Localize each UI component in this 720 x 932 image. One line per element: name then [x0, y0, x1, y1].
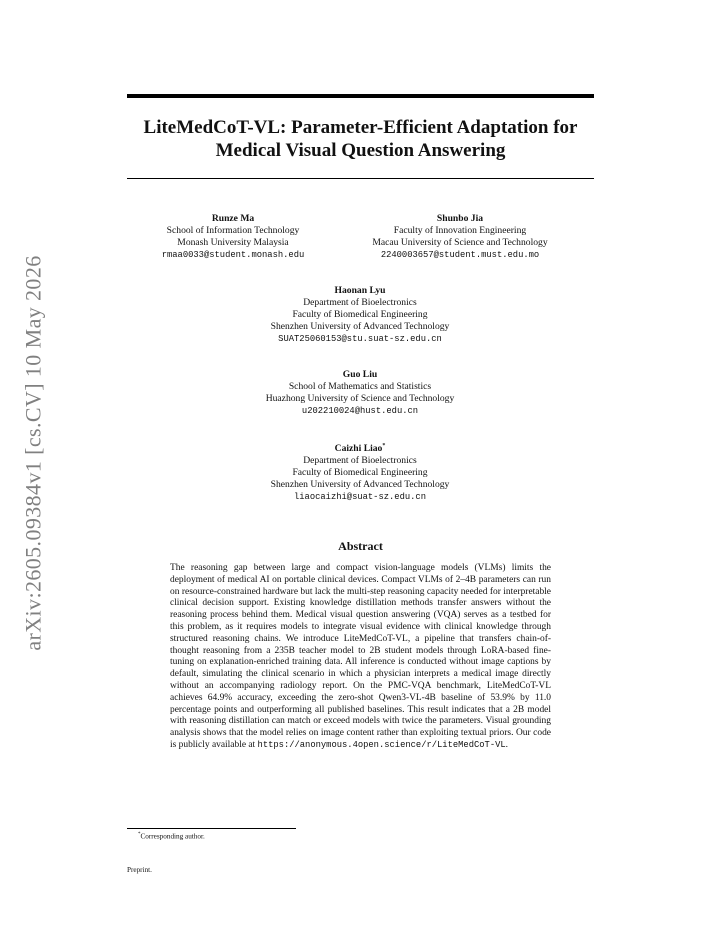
abstract-body: The reasoning gap between large and compact vision-language models (VLMs) limits the deployment of medical AI on portable clinical devices. Compact VLMs of 2–4B parameters can run on resource-constrained hardware but lack the multi-step reasoning capacity needed for interpretable clinical decision support. Existing knowledge distillation methods transfer answers without the reasoning process behind them. Medical visual question answering (VQA) serves as a testbed for this problem, as it requires models to integrate visual evidence with clinical knowledge through structured reasoning chains. We introduce LiteMedCoT-VL, a pipeline that transfers chain-of-thought reasoning from a 235B teacher model to 2B student models through LoRA-based fine-tuning on explanation-enriched training data. All inference is conducted without image captions by default, simulating the clinical scenario in which a physician interprets a medical image directly without an accompanying radiology report. On the PMC-VQA benchmark, LiteMedCoT-VL achieves 64.9% accuracy, exceeding the zero-shot Qwen3-VL-4B baseline of 53.9% by 11.0 percentage points and outperforming all published baselines. This result indicates that a 2B model with reasoning distillation can match or exceed models with twice the parameters. Visual grounding analysis shows that the model relies on image content rather than exploiting textual priors. Our code is publicly available at https://anonymous.4open.science/r/LiteMedCoT-VL.	[170, 563, 551, 750]
code-link[interactable]: https://anonymous.4open.science/r/LiteMedCoT-VL	[257, 739, 506, 750]
author-affiliation: Shenzhen University of Advanced Technology	[270, 321, 450, 332]
author-affiliation: Monash University Malaysia	[177, 237, 289, 248]
author-email[interactable]: SUAT25060153@stu.suat-sz.edu.cn	[278, 334, 442, 344]
author-affiliation: Department of Bioelectronics	[303, 455, 417, 467]
footnote-text: Corresponding author.	[140, 832, 205, 841]
title-bottom-rule	[127, 178, 594, 179]
abstract-text: The reasoning gap between large and compact vision-language models (VLMs) limits the deployment of medical AI on portable clinical devices. Compact VLMs of 2–4B parameters can run on resource-constrained hardware but lack the multi-step reasoning capacity needed for interpretable clinical decision support. Existing knowledge distillation methods transfer answers without the reasoning process behind them. Medical visual question answering (VQA) serves as a testbed for this problem, as it requires models to integrate visual evidence with clinical knowledge through structured reasoning chains. We introduce LiteMedCoT-VL, a pipeline that transfers chain-of-thought reasoning from a 235B teacher model to 2B student models through LoRA-based fine-tuning on explanation-enriched training data. All inference is conducted without image captions by default, simulating the clinical scenario in which a physician interprets a medical image directly without an accompanying radiology report. On the PMC-VQA benchmark, LiteMedCoT-VL achieves 64.9% accuracy, exceeding the zero-shot Qwen3-VL-4B baseline of 53.9% by 11.0 percentage points and outperforming all published baselines. This result indicates that a 2B model with reasoning distillation can match or exceed models with twice the parameters. Visual grounding analysis shows that the model relies on image content rather than exploiting textual priors. Our code is publicly available at	[170, 563, 551, 750]
footnote-rule	[127, 828, 296, 829]
footnote-mark: *	[138, 832, 141, 837]
author-name: Caizhi Liao*	[334, 443, 386, 455]
author-name: Guo Liu	[342, 369, 378, 380]
author-affiliation: School of Information Technology	[166, 225, 300, 236]
author-name: Shunbo Jia	[436, 213, 484, 224]
preprint-label: Preprint.	[127, 866, 152, 874]
author-email[interactable]: rmaa0033@student.monash.edu	[161, 250, 305, 260]
author-block	[210, 285, 510, 345]
author-affiliation: Macau University of Science and Technology	[372, 237, 548, 248]
author-name: Runze Ma	[211, 213, 255, 224]
author-affiliation: Shenzhen University of Advanced Technology	[270, 479, 450, 491]
footnote	[138, 832, 205, 840]
title-line-2: Medical Visual Question Answering	[215, 140, 506, 161]
arxiv-stamp	[20, 255, 48, 651]
author-affiliation: Faculty of Innovation Engineering	[393, 225, 527, 236]
author-block	[210, 440, 510, 503]
author-affiliation: Department of Bioelectronics	[303, 297, 417, 308]
author-block	[210, 369, 510, 417]
author-email[interactable]: liaocaizhi@suat-sz.edu.cn	[294, 492, 426, 503]
paper-title	[127, 116, 594, 162]
author-affiliation: Huazhong University of Science and Technology	[265, 393, 455, 404]
title-top-rule	[127, 94, 594, 98]
corresponding-mark: *	[382, 443, 386, 449]
author-name: Haonan Lyu	[334, 285, 386, 296]
abstract-heading: Abstract	[338, 539, 383, 553]
author-affiliation: Faculty of Biomedical Engineering	[292, 467, 428, 479]
author-email[interactable]: 2240003657@student.must.edu.mo	[380, 250, 540, 260]
author-affiliation: School of Mathematics and Statistics	[288, 381, 432, 392]
author-email[interactable]: u202210024@hust.edu.cn	[301, 406, 419, 416]
author-block	[138, 213, 328, 261]
title-line-1: LiteMedCoT-VL: Parameter-Efficient Adaptation for	[143, 117, 578, 138]
author-affiliation: Faculty of Biomedical Engineering	[292, 309, 428, 320]
author-block	[346, 213, 574, 261]
arxiv-stamp-text: arXiv:2605.09384v1 [cs.CV] 10 May 2026	[21, 255, 46, 651]
